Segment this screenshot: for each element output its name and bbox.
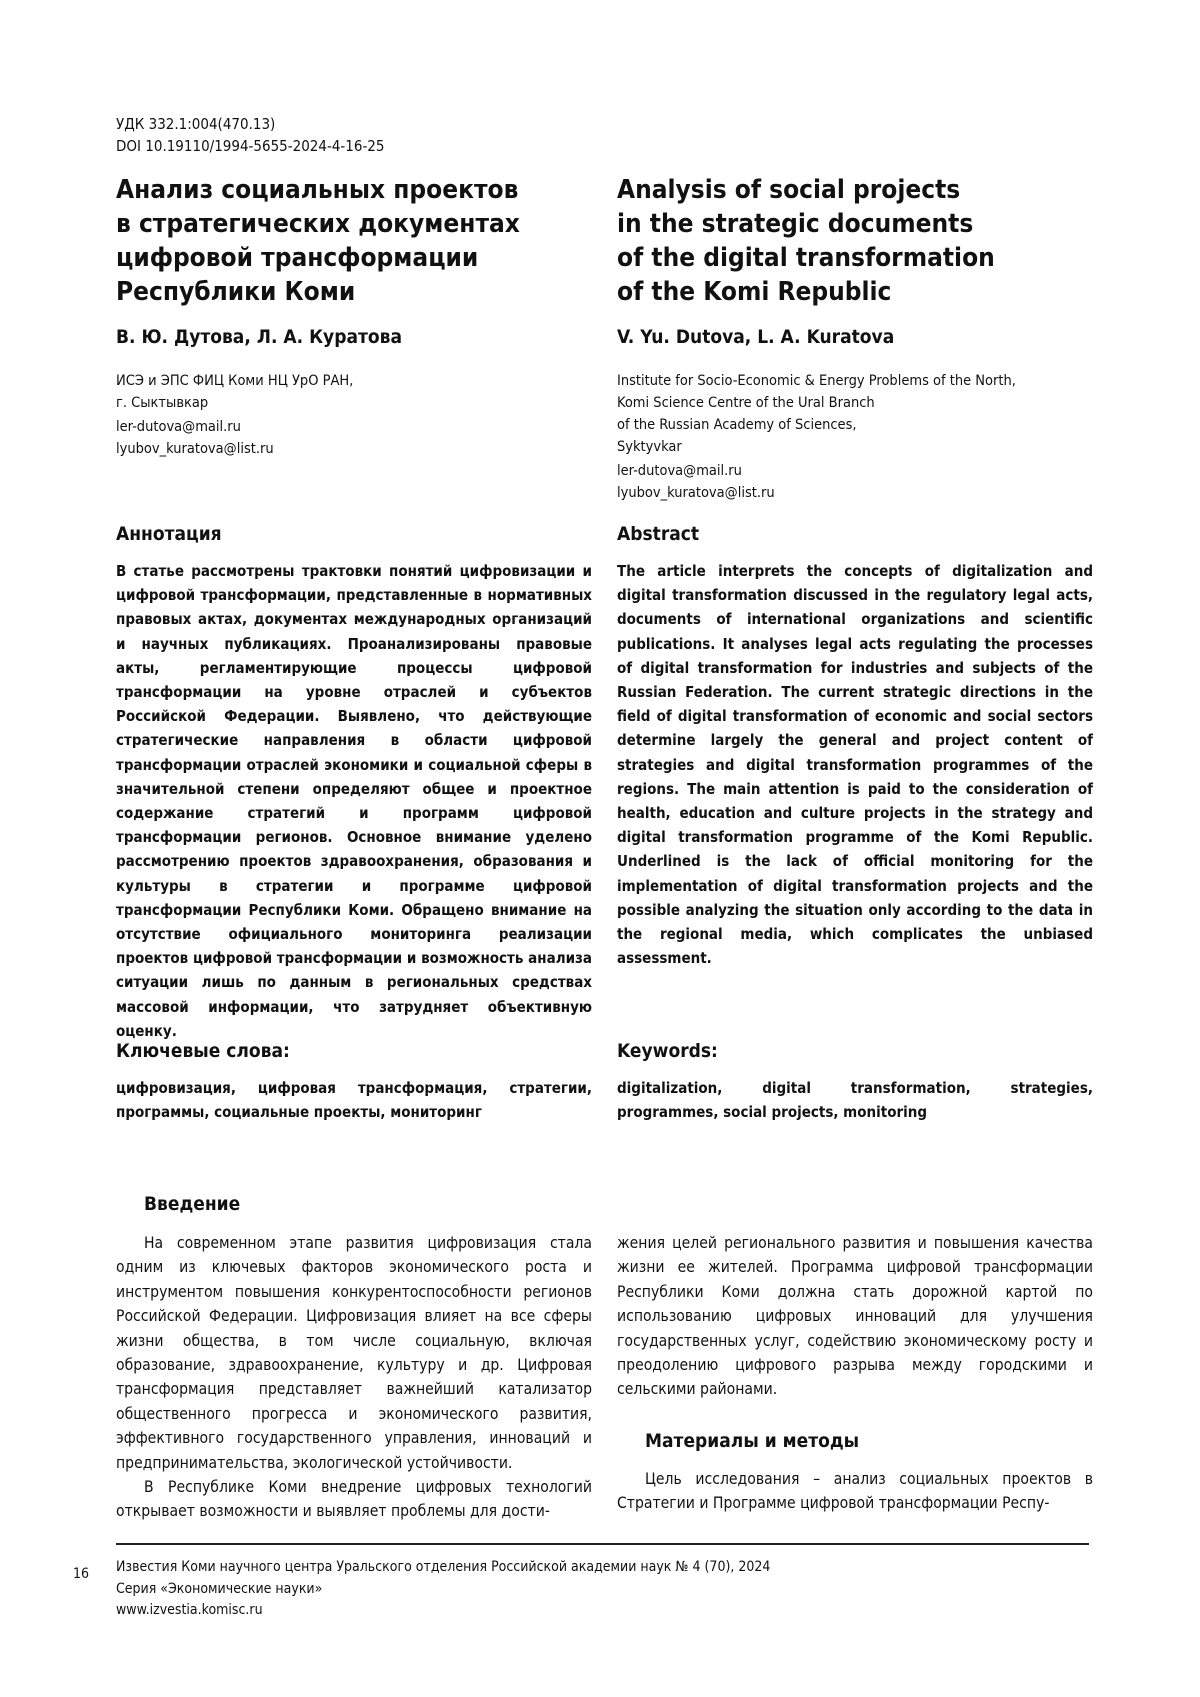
abstract-en: The article interprets the concepts of digitalization and digital transformation discussed in the regulatory legal acts, documents of international organizations and scientific publications. It analyses legal acts regulating the processes of digital transformation for industries and subjects of the Russian Federation. The current strategic directions in the field of digital transformation of economic and social sectors determine largely the general and project content of strategies and digital transformation programmes of the regions. The main attention is paid to the consideration of health, education and culture projects in the strategy and digital transformation programme of the Komi Republic. Underlined is the lack of official monitoring for the implementation of digital transformation projects and the possible analyzing the situation only according to the data in the regional media, which complicates the unbiased assessment. (617, 562, 1093, 968)
title-en-line: of the Komi Republic (617, 277, 892, 307)
title-en-line: in the strategic documents (617, 209, 974, 239)
affiliation-ru (116, 370, 353, 460)
title-ru-line: цифровой трансформации (116, 243, 479, 273)
affiliation-ru-line: ИСЭ и ЭПС ФИЦ Коми НЦ УрО РАН, (116, 373, 354, 389)
affiliation-en (617, 370, 1016, 504)
affiliation-en-line: of the Russian Academy of Sciences, (617, 417, 857, 433)
title-ru-line: Республики Коми (116, 277, 356, 307)
authors-ru: В. Ю. Дутова, Л. А. Куратова (116, 326, 402, 348)
intro-paragraph: В Республике Коми внедрение цифровых технологий открывает возможности и выявляет проблемы для дости- (116, 1478, 592, 1521)
title-en-line: of the digital transformation (617, 243, 995, 273)
title-ru-line: в стратегических документах (116, 209, 520, 239)
email-link[interactable]: ler-dutova@mail.ru (617, 463, 742, 479)
affiliation-en-line: Institute for Socio-Economic & Energy Problems of the North, (617, 373, 1016, 389)
intro-column (116, 1231, 592, 1524)
intro-heading: Введение (144, 1193, 241, 1215)
keywords-heading-ru: Ключевые слова: (116, 1040, 290, 1062)
keywords-heading-en: Keywords: (617, 1040, 718, 1062)
title-ru (116, 173, 576, 309)
email-link[interactable]: lyubov_kuratova@list.ru (617, 485, 775, 501)
journal-name: Известия Коми научного центра Уральского отделения Российской академии наук № 4 (70), 2024 (116, 1559, 771, 1575)
intro-continuation: жения целей регионального развития и повышения качества жизни ее жителей. Программа цифровой трансформации Республики Коми должна стать дорожной картой по использованию цифровых инноваций для улучшения государственных услуг, содействию экономическому росту и преодолению цифрового разрыва между городскими и сельскими районами. (617, 1234, 1093, 1399)
doi: DOI 10.19110/1994-5655-2024-4-16-25 (116, 137, 385, 155)
keywords-ru: цифровизация, цифровая трансформация, стратегии, программы, социальные проекты, мониторинг (116, 1079, 592, 1122)
abstract-heading-ru: Аннотация (116, 523, 222, 545)
title-ru-line: Анализ социальных проектов (116, 175, 519, 205)
affiliation-en-line: Syktyvkar (617, 439, 682, 455)
email-link[interactable]: ler-dutova@mail.ru (116, 419, 241, 435)
affiliation-en-line: Komi Science Centre of the Ural Branch (617, 395, 875, 411)
methods-paragraph: Цель исследования – анализ социальных проектов в Стратегии и Программе цифровой трансформации Респу- (617, 1470, 1093, 1513)
abstract-heading-en: Abstract (617, 523, 700, 545)
udk-code: УДК 332.1:004(470.13) (116, 115, 276, 133)
title-en-line: Analysis of social projects (617, 175, 961, 205)
authors-en: V. Yu. Dutova, L. A. Kuratova (617, 326, 895, 348)
header-ids (116, 113, 384, 157)
keywords-en: digitalization, digital transformation, strategies, programmes, social projects, monitoring (617, 1079, 1093, 1122)
methods-heading: Материалы и методы (645, 1430, 860, 1452)
abstract-ru: В статье рассмотрены трактовки понятий цифровизации и цифровой трансформации, представленные в нормативных правовых актах, документах международных организаций и научных публикациях. Проанализированы правовые акты, регламентирующие процессы цифровой трансформации на уровне отраслей и субъектов Российской Федерации. Выявлено, что действующие стратегические направления в области цифровой трансформации отраслей экономики и социальной сферы в значительной степени определяют общее и проектное содержание стратегий и программ цифровой трансформации регионов. Основное внимание уделено рассмотрению проектов здравоохранения, образования и культуры в стратегии и программе цифровой трансформации Республики Коми. Обращено внимание на отсутствие официального мониторинга реализации проектов цифровой трансформации и возможность анализа ситуации лишь по данным в региональных средствах массовой информации, что затрудняет объективную оценку. (116, 562, 592, 1040)
title-en (617, 173, 1077, 309)
journal-url[interactable]: www.izvestia.komisc.ru (116, 1602, 263, 1618)
footer (116, 1557, 770, 1622)
intro-paragraph: На современном этапе развития цифровизация стала одним из ключевых факторов экономического роста и инструментом повышения конкурентоспособности регионов Российской Федерации. Цифровизация влияет на все сферы жизни общества, в том числе социальную, включая образование, здравоохранение, культуру и др. Цифровая трансформация представляет важнейший катализатор общественного прогресса и экономического развития, эффективного государственного управления, инноваций и предпринимательства, экологической устойчивости. (116, 1234, 592, 1472)
footer-divider (116, 1543, 1089, 1545)
affiliation-ru-line: г. Сыктывкар (116, 395, 209, 411)
email-link[interactable]: lyubov_kuratova@list.ru (116, 441, 274, 457)
journal-series: Серия «Экономические науки» (116, 1580, 323, 1597)
page-number: 16 (73, 1566, 90, 1582)
